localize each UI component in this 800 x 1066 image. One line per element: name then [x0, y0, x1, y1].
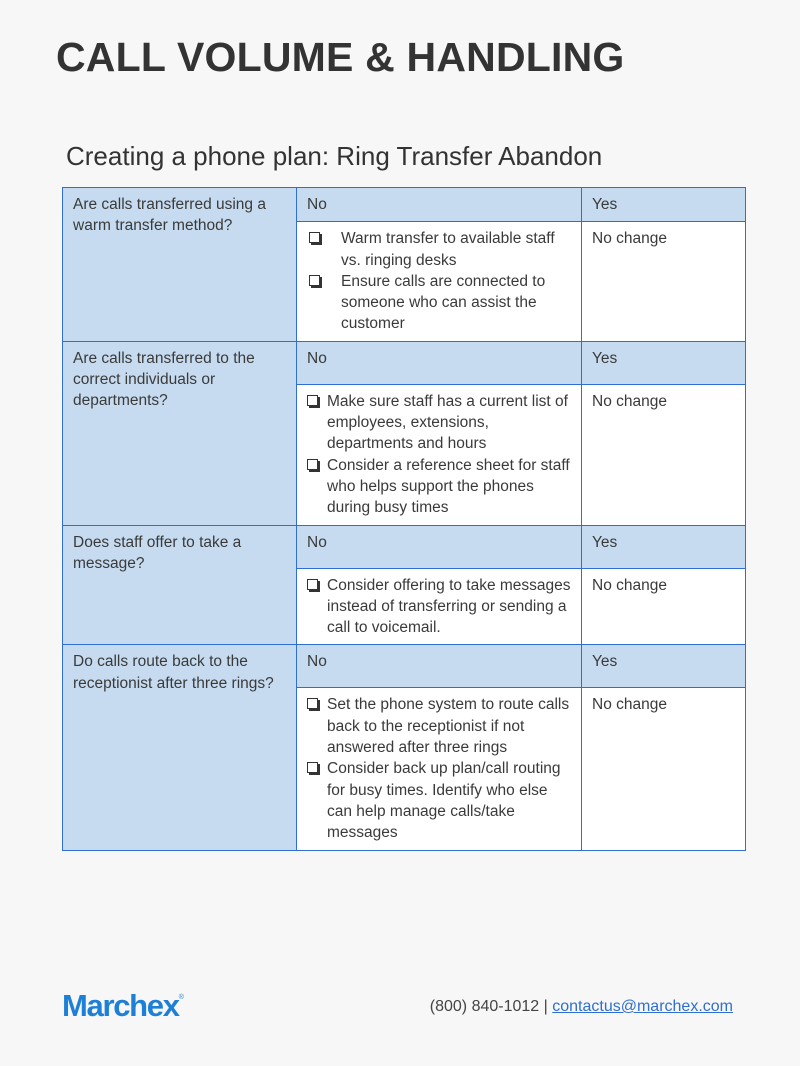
no-actions-cell: [297, 384, 582, 525]
list-item: Ensure calls are connected to someone who can assist the customer: [307, 271, 571, 335]
no-actions-cell: [297, 688, 582, 850]
page-title: CALL VOLUME & HANDLING: [56, 34, 625, 80]
list-item: Consider back up plan/call routing for busy times. Identify who else can help manage calls/take messages: [307, 758, 571, 843]
no-header-cell: No: [297, 525, 582, 568]
checkbox-icon: [307, 762, 318, 773]
phone-plan-table: [62, 187, 746, 851]
list-item: Set the phone system to route calls back to the receptionist if not answered after three rings: [307, 694, 571, 758]
question-cell: Are calls transferred to the correct individuals or departments?: [63, 341, 297, 525]
contact-info: [430, 998, 733, 1016]
no-header-cell: No: [297, 188, 582, 222]
list-item: Make sure staff has a current list of employees, extensions, departments and hours: [307, 391, 571, 455]
marchex-logo: Marchex®: [62, 988, 184, 1023]
checklist: [307, 391, 571, 519]
yes-header-cell: Yes: [582, 645, 746, 688]
table-row: [63, 525, 746, 568]
question-cell: Does staff offer to take a message?: [63, 525, 297, 645]
yes-result-cell: No change: [582, 688, 746, 850]
no-actions-cell: [297, 222, 582, 341]
checklist: [307, 228, 571, 334]
yes-result-cell: No change: [582, 222, 746, 341]
checkbox-icon: [307, 579, 318, 590]
list-item: Warm transfer to available staff vs. ringing desks: [307, 228, 571, 271]
no-header-cell: No: [297, 645, 582, 688]
question-cell: Do calls route back to the receptionist after three rings?: [63, 645, 297, 850]
checkbox-icon: [309, 275, 320, 286]
checkbox-icon: [307, 698, 318, 709]
checkbox-icon: [309, 232, 320, 243]
checklist: [307, 575, 571, 639]
yes-header-cell: Yes: [582, 341, 746, 384]
no-header-cell: No: [297, 341, 582, 384]
checklist: [307, 694, 571, 843]
question-cell: Are calls transferred using a warm transfer method?: [63, 188, 297, 342]
phone-number: (800) 840-1012: [429, 998, 540, 1015]
email-link[interactable]: contactus@marchex.com: [552, 998, 733, 1015]
no-actions-cell: [297, 568, 582, 645]
table-row: [63, 645, 746, 688]
separator: |: [543, 998, 548, 1015]
page-subtitle: Creating a phone plan: Ring Transfer Abandon: [66, 141, 603, 171]
list-item: Consider a reference sheet for staff who helps support the phones during busy times: [307, 455, 571, 519]
yes-header-cell: Yes: [582, 188, 746, 222]
checkbox-icon: [307, 395, 318, 406]
yes-header-cell: Yes: [582, 525, 746, 568]
table-row: [63, 341, 746, 384]
yes-result-cell: No change: [582, 384, 746, 525]
checkbox-icon: [307, 459, 318, 470]
list-item: Consider offering to take messages instead of transferring or sending a call to voicemail.: [307, 575, 571, 639]
table-row: [63, 188, 746, 222]
yes-result-cell: No change: [582, 568, 746, 645]
